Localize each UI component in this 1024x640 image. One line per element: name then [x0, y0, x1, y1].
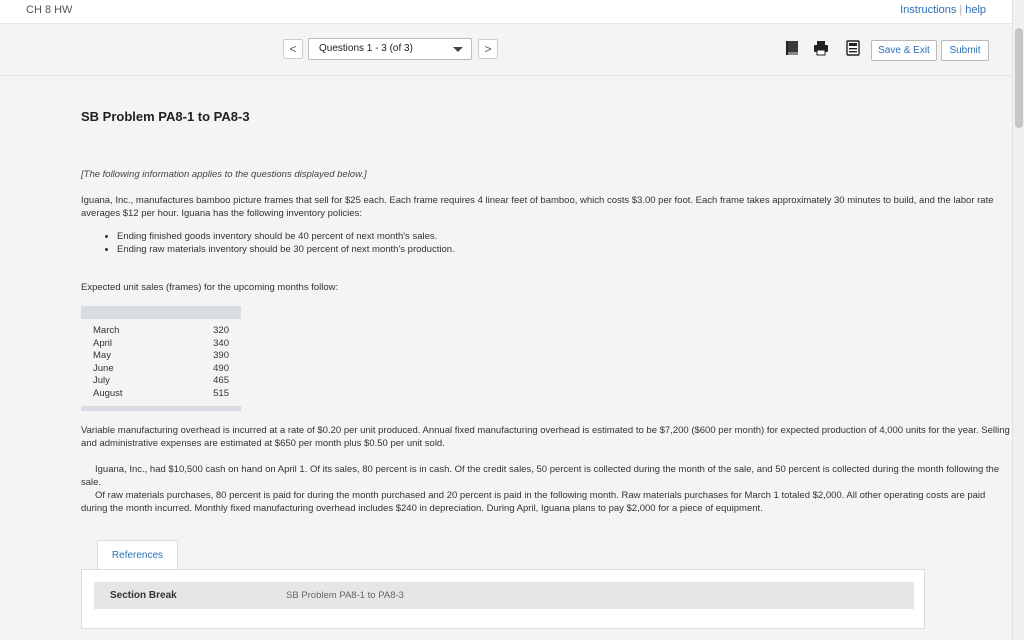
month-cell: April	[93, 337, 113, 349]
list-item: • Ending finished goods inventory should be 40 percent of next month's sales.	[117, 230, 455, 243]
table-row	[81, 319, 241, 338]
intro-note: [The following information applies to the questions displayed below.]	[81, 169, 367, 180]
units-cell: 490	[213, 362, 229, 374]
month-cell: July	[93, 375, 110, 387]
problem-title: SB Problem PA8-1 to PA8-3	[81, 109, 250, 124]
table-row	[81, 338, 241, 351]
book-icon[interactable]	[784, 40, 800, 56]
next-question-button[interactable]: >	[478, 39, 498, 59]
inventory-policy-list	[100, 230, 455, 256]
units-cell: 340	[213, 337, 229, 349]
top-links	[900, 4, 986, 16]
table-row	[81, 350, 241, 363]
calculator-icon[interactable]	[845, 40, 861, 56]
problem-paragraph-2: Expected unit sales (frames) for the upcoming months follow:	[81, 282, 339, 293]
problem-paragraph-3: Variable manufacturing overhead is incurred at a rate of $0.20 per unit produced. Annual fixed manufacturing overhead is estimated to be $7,200 ($600 per month) for expected production of 4,000 units for the year. Selling and administrative expenses are estimated at $650 per month plus $0.50 per unit sold.	[81, 425, 1010, 449]
section-break-label: Section Break	[110, 590, 177, 601]
question-selector-label: Questions 1 - 3 (of 3)	[319, 43, 413, 54]
month-cell: August	[93, 387, 123, 399]
expected-sales-table	[81, 306, 241, 411]
caret-down-icon	[453, 47, 463, 52]
month-cell: March	[93, 325, 120, 336]
month-cell: June	[93, 362, 114, 374]
link-separator: |	[959, 4, 963, 16]
section-break-subtitle: SB Problem PA8-1 to PA8-3	[286, 590, 404, 601]
units-cell: 320	[213, 325, 229, 336]
references-tab[interactable]: References	[97, 540, 178, 572]
table-row	[81, 388, 241, 401]
units-cell: 515	[213, 387, 229, 399]
list-item: • Ending raw materials inventory should be 30 percent of next month's production.	[117, 243, 455, 256]
submit-button[interactable]: Submit	[941, 40, 989, 61]
question-selector[interactable]	[308, 38, 472, 60]
printer-icon[interactable]	[813, 40, 829, 56]
table-row	[81, 363, 241, 376]
units-cell: 390	[213, 350, 229, 362]
page-scrollbar[interactable]	[1012, 0, 1024, 640]
course-title: CH 8 HW	[26, 4, 73, 16]
instructions-link[interactable]: Instructions	[900, 4, 957, 16]
references-panel	[81, 569, 925, 629]
prev-question-button[interactable]: <	[283, 39, 303, 59]
problem-paragraph-4: Iguana, Inc., had $10,500 cash on hand on April 1. Of its sales, 80 percent is in cash. Of the credit sales, 50 percent is collected during the month of the sale, and 50 percent is collected during the month following the sale.	[81, 464, 1000, 488]
top-bar	[0, 0, 1012, 24]
section-break	[94, 582, 914, 609]
month-cell: May	[93, 350, 111, 362]
problem-paragraph-1: Iguana, Inc., manufactures bamboo picture frames that sell for $25 each. Each frame requires 4 linear feet of bamboo, which costs $3.00 per foot. Each frame takes approximately 30 minutes to build, and the labor rate averages $12 per hour. Iguana has the following inventory policies:	[81, 195, 994, 219]
table-row	[81, 375, 241, 388]
units-cell: 465	[213, 375, 229, 387]
scrollbar-thumb[interactable]	[1015, 28, 1023, 128]
problem-paragraph-5: Of raw materials purchases, 80 percent is paid for during the month purchased and 20 percent is paid in the following month. Raw materials purchases for March 1 totaled $2,000. All other operating costs are paid during the month incurred. Monthly fixed manufacturing overhead includes $240 in depreciation. During April, Iguana plans to pay $2,000 for a piece of equipment.	[81, 490, 986, 514]
help-link[interactable]: help	[965, 4, 986, 16]
question-navbar	[0, 24, 1012, 76]
save-exit-button[interactable]: Save & Exit	[871, 40, 937, 61]
